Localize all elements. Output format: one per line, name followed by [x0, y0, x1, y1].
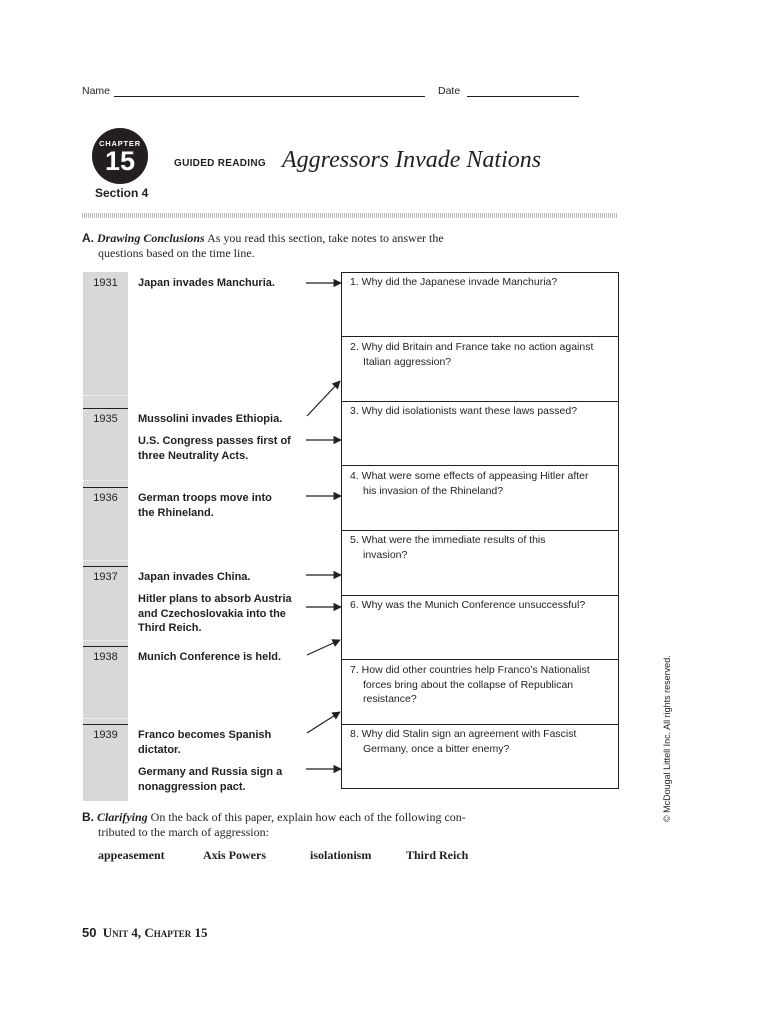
event-1935-neutrality: U.S. Congress passes first of three Neutrality Acts.	[138, 435, 291, 462]
year-column	[83, 272, 128, 801]
term-isolationism: isolationism	[310, 848, 372, 862]
question-divider	[341, 336, 619, 337]
term-axis-powers: Axis Powers	[203, 848, 266, 862]
year-1939: 1939	[93, 729, 118, 741]
event-1935-ethiopia: Mussolini invades Ethiopia.	[138, 413, 283, 425]
chapter-badge	[92, 128, 148, 184]
question-divider	[341, 595, 619, 596]
arrow-7	[307, 640, 340, 655]
date-field[interactable]	[467, 96, 579, 97]
name-label: Name	[82, 85, 111, 97]
event-1936: German troops move into the Rhineland.	[138, 492, 272, 519]
part-a-text-1: As you read this section, take notes to answer the	[207, 231, 444, 245]
question-5[interactable]: 5. What were the immediate results of this invasion?	[350, 534, 546, 561]
arrow-8	[307, 712, 340, 733]
page-footer	[82, 925, 208, 941]
part-a-heading: Drawing Conclusions	[97, 231, 205, 245]
question-7[interactable]: 7. How did other countries help Franco’s Nationalist forces bring about the collapse of Republican resistance?	[350, 664, 590, 705]
header-rule	[82, 213, 618, 218]
event-1939-franco: Franco becomes Spanish dictator.	[138, 729, 272, 756]
question-divider	[341, 465, 619, 466]
chapter-number: 15	[104, 146, 136, 176]
part-b-letter: B.	[82, 810, 94, 824]
question-4[interactable]: 4. What were some effects of appeasing Hitler after his invasion of the Rhineland?	[350, 470, 589, 497]
question-divider	[341, 724, 619, 725]
question-divider	[341, 530, 619, 531]
year-rule	[83, 646, 128, 647]
section-label: Section 4	[95, 186, 149, 200]
event-1937-china: Japan invades China.	[138, 571, 251, 583]
question-divider	[341, 659, 619, 660]
part-b-heading: Clarifying	[97, 810, 148, 824]
page-number: 50	[82, 925, 97, 940]
name-field[interactable]	[114, 96, 425, 97]
year-1938: 1938	[93, 651, 118, 663]
year-divider	[83, 480, 128, 481]
year-divider	[83, 395, 128, 396]
page-title: Aggressors Invade Nations	[282, 147, 542, 173]
year-rule	[83, 566, 128, 567]
event-1937-hitler: Hitler plans to absorb Austria and Czechoslovakia into the Third Reich.	[138, 593, 292, 634]
event-1931: Japan invades Manchuria.	[138, 277, 275, 289]
part-b-text-2: tributed to the march of aggression:	[98, 825, 269, 839]
question-3[interactable]: 3. Why did isolationists want these laws passed?	[350, 405, 578, 417]
chapter-label: CHAPTER	[99, 139, 141, 148]
part-a-text-2: questions based on the time line.	[98, 246, 255, 260]
question-1[interactable]: 1. Why did the Japanese invade Manchuria?	[350, 276, 558, 288]
term-third-reich: Third Reich	[406, 848, 469, 862]
part-b-instructions	[82, 810, 512, 840]
year-1937: 1937	[93, 571, 118, 583]
year-divider	[83, 718, 128, 719]
year-divider	[83, 640, 128, 641]
question-6[interactable]: 6. Why was the Munich Conference unsuccessful?	[350, 599, 586, 611]
question-8[interactable]: 8. Why did Stalin sign an agreement with Fascist Germany, once a bitter enemy?	[350, 728, 577, 755]
guided-reading-label: GUIDED READING	[174, 158, 266, 169]
arrow-2	[307, 381, 340, 416]
year-rule	[83, 487, 128, 488]
event-1938: Munich Conference is held.	[138, 651, 282, 663]
part-a-instructions	[82, 231, 512, 261]
year-rule	[83, 408, 128, 409]
year-divider	[83, 560, 128, 561]
date-label: Date	[438, 85, 461, 97]
copyright-notice: © McDougal Littell Inc. All rights reserved.	[662, 655, 672, 822]
question-divider	[341, 401, 619, 402]
part-b-text-1: On the back of this paper, explain how each of the following con-	[150, 810, 466, 824]
term-appeasement: appeasement	[98, 848, 165, 862]
question-2[interactable]: 2. Why did Britain and France take no action against Italian aggression?	[350, 341, 594, 368]
part-a-letter: A.	[82, 231, 94, 245]
year-rule	[83, 724, 128, 725]
year-1935: 1935	[93, 413, 118, 425]
unit-chapter-label: Unit 4, Chapter 15	[102, 925, 208, 940]
year-1936: 1936	[93, 492, 118, 504]
year-1931: 1931	[93, 277, 118, 289]
event-1939-pact: Germany and Russia sign a nonaggression pact.	[138, 766, 283, 793]
